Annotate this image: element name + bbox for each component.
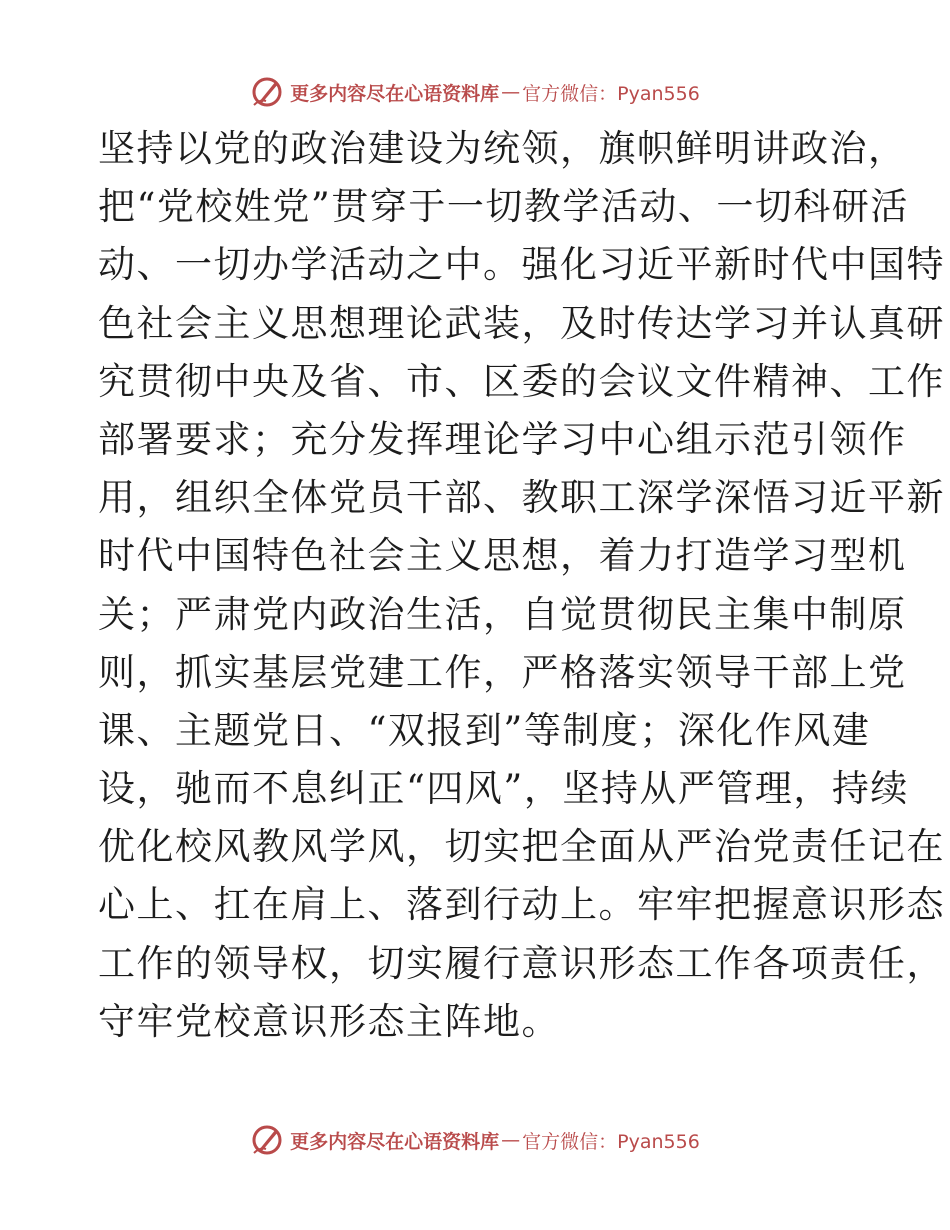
text-line: 动、一切办学活动之中。强化习近平新时代中国特 [98,243,945,287]
text-line: 究贯彻中央及省、市、区委的会议文件精神、工作 [98,359,945,403]
text-line: 课、主题党日、“双报到”等制度；深化作风建 [98,708,871,752]
banner-main-text: 更多内容尽在心语资料库 [290,1130,500,1153]
quill-pen-logo-icon [250,75,284,109]
banner-wechat-text: 官方微信：Pyan556 [522,1130,700,1153]
text-line: 工作的领导权，切实履行意识形态工作各项责任， [98,941,945,985]
banner-separator: — [501,81,521,103]
banner-wechat-text: 官方微信：Pyan556 [522,82,700,105]
text-line: 心上、扛在肩上、落到行动上。牢牢把握意识形态 [98,883,945,927]
banner-separator: — [501,1129,521,1151]
header-banner [0,72,950,112]
text-line: 优化校风教风学风，切实把全面从严治党责任记在 [98,825,945,869]
document-body [98,120,945,1051]
text-line: 则，抓实基层党建工作，严格落实领导干部上党 [98,650,907,694]
text-line: 把“党校姓党”贯穿于一切教学活动、一切科研活 [98,185,909,229]
footer-banner [0,1120,950,1160]
text-line: 部署要求；充分发挥理论学习中心组示范引领作 [98,417,907,461]
text-line: 坚持以党的政治建设为统领，旗帜鲜明讲政治， [98,127,907,170]
text-line: 用，组织全体党员干部、教职工深学深悟习近平新 [98,476,945,520]
text-line: 守牢党校意识形态主阵地。 [98,999,560,1043]
text-line: 时代中国特色社会主义思想，着力打造学习型机 [98,534,907,578]
text-line: 关；严肃党内政治生活，自觉贯彻民主集中制原 [98,592,907,636]
text-line: 设，驰而不息纠正“四风”，坚持从严管理，持续 [98,767,909,811]
quill-pen-logo-icon [250,1123,284,1157]
text-line: 色社会主义思想理论武装，及时传达学习并认真研 [98,301,945,345]
banner-main-text: 更多内容尽在心语资料库 [290,82,500,105]
